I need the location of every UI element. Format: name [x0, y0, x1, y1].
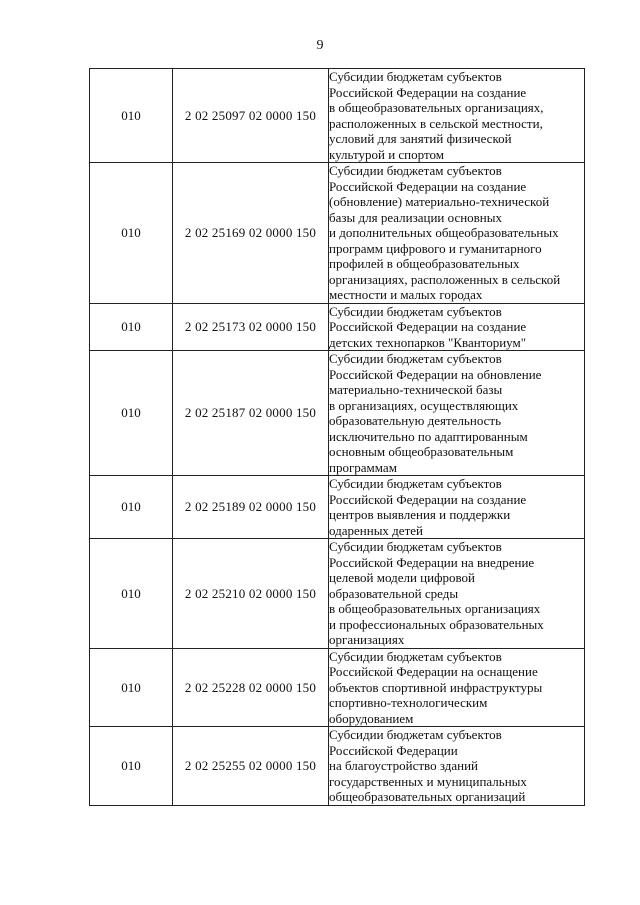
table-row: [90, 69, 585, 163]
description-line: Российской Федерации на обновление: [329, 366, 542, 382]
description-cell: [329, 476, 585, 539]
description-line: Субсидии бюджетам субъектов: [329, 303, 502, 319]
description-line: базы для реализации основных: [329, 209, 502, 225]
description-line: материально-технической базы: [329, 382, 503, 397]
description-line: оборудованием: [329, 710, 414, 726]
description-line: Российской Федерации на создание: [329, 84, 527, 100]
description-line: спортивно-технологическим: [329, 695, 488, 710]
description-line: целевой модели цифровой: [329, 570, 476, 585]
admin-code-cell: 010: [90, 539, 173, 649]
description-line: и профессиональных образовательных: [329, 616, 544, 632]
table-row: [90, 303, 585, 351]
description-line: образовательной среды: [329, 585, 459, 601]
description-line: Российской Федерации на внедрение: [329, 554, 535, 570]
budget-code-cell: 2 02 25210 02 0000 150: [173, 539, 329, 649]
description-line: профилей в общеобразовательных: [329, 256, 520, 271]
description-line: в общеобразовательных организациях: [329, 601, 541, 616]
description-line: Субсидии бюджетам субъектов: [329, 539, 502, 554]
description-line: в организациях, осуществляющих: [329, 397, 519, 413]
description-line: Российской Федерации на создание: [329, 178, 527, 194]
budget-code-cell: 2 02 25189 02 0000 150: [173, 476, 329, 539]
description-line: Российской Федерации на создание: [329, 491, 527, 507]
description-line: Российской Федерации на оснащение: [329, 664, 538, 679]
description-cell: [329, 648, 585, 727]
description-line: местности и малых городах: [329, 287, 483, 302]
table-row: [90, 476, 585, 539]
table-row: [90, 539, 585, 649]
admin-code-cell: 010: [90, 69, 173, 163]
description-line: (обновление) материально-технической: [329, 194, 550, 209]
page-number: 9: [316, 38, 324, 53]
table-row: [90, 163, 585, 304]
description-line: Субсидии бюджетам субъектов: [329, 648, 502, 664]
description-line: исключительно по адаптированным: [329, 428, 528, 444]
description-line: одаренных детей: [329, 522, 423, 538]
budget-code-cell: 2 02 25173 02 0000 150: [173, 303, 329, 351]
description-line: центров выявления и поддержки: [329, 507, 511, 522]
description-line: объектов спортивной инфраструктуры: [329, 679, 543, 695]
description-cell: [329, 163, 585, 304]
description-line: детских технопарков "Кванториум": [329, 334, 527, 350]
description-cell: [329, 303, 585, 351]
description-line: расположенных в сельской местности,: [329, 115, 543, 131]
description-line: общеобразовательных организаций: [329, 789, 526, 804]
description-line: Субсидии бюджетам субъектов: [329, 69, 502, 84]
budget-code-cell: 2 02 25097 02 0000 150: [173, 69, 329, 163]
table-row: [90, 648, 585, 727]
description-line: основным общеобразовательным: [329, 444, 514, 459]
description-cell: [329, 539, 585, 649]
description-cell: [329, 69, 585, 163]
budget-code-cell: 2 02 25228 02 0000 150: [173, 648, 329, 727]
table-body: [90, 69, 585, 806]
budget-code-cell: 2 02 25169 02 0000 150: [173, 163, 329, 304]
admin-code-cell: 010: [90, 476, 173, 539]
description-line: и дополнительных общеобразовательных: [329, 225, 559, 240]
table-row: [90, 351, 585, 476]
description-line: программам: [329, 459, 397, 475]
description-line: в общеобразовательных организациях,: [329, 100, 544, 115]
description-cell: [329, 727, 585, 806]
description-line: культурой и спортом: [329, 146, 444, 162]
description-line: условий для занятий физической: [329, 131, 512, 146]
description-line: государственных и муниципальных: [329, 773, 527, 789]
admin-code-cell: 010: [90, 648, 173, 727]
budget-code-cell: 2 02 25255 02 0000 150: [173, 727, 329, 806]
description-line: Субсидии бюджетам субъектов: [329, 727, 502, 742]
description-line: Российской Федерации на создание: [329, 319, 527, 334]
admin-code-cell: 010: [90, 163, 173, 304]
admin-code-cell: 010: [90, 727, 173, 806]
description-line: на благоустройство зданий: [329, 758, 479, 773]
admin-code-cell: 010: [90, 351, 173, 476]
description-line: Субсидии бюджетам субъектов: [329, 351, 502, 366]
description-line: Российской Федерации: [329, 742, 458, 758]
description-line: образовательную деятельность: [329, 413, 502, 428]
budget-classification-table: [89, 68, 585, 806]
description-line: программ цифрового и гуманитарного: [329, 240, 542, 256]
budget-code-cell: 2 02 25187 02 0000 150: [173, 351, 329, 476]
description-line: организациях: [329, 632, 405, 647]
admin-code-cell: 010: [90, 303, 173, 351]
description-line: организациях, расположенных в сельской: [329, 271, 561, 287]
description-cell: [329, 351, 585, 476]
description-line: Субсидии бюджетам субъектов: [329, 476, 502, 491]
description-line: Субсидии бюджетам субъектов: [329, 163, 502, 178]
table-row: [90, 727, 585, 806]
